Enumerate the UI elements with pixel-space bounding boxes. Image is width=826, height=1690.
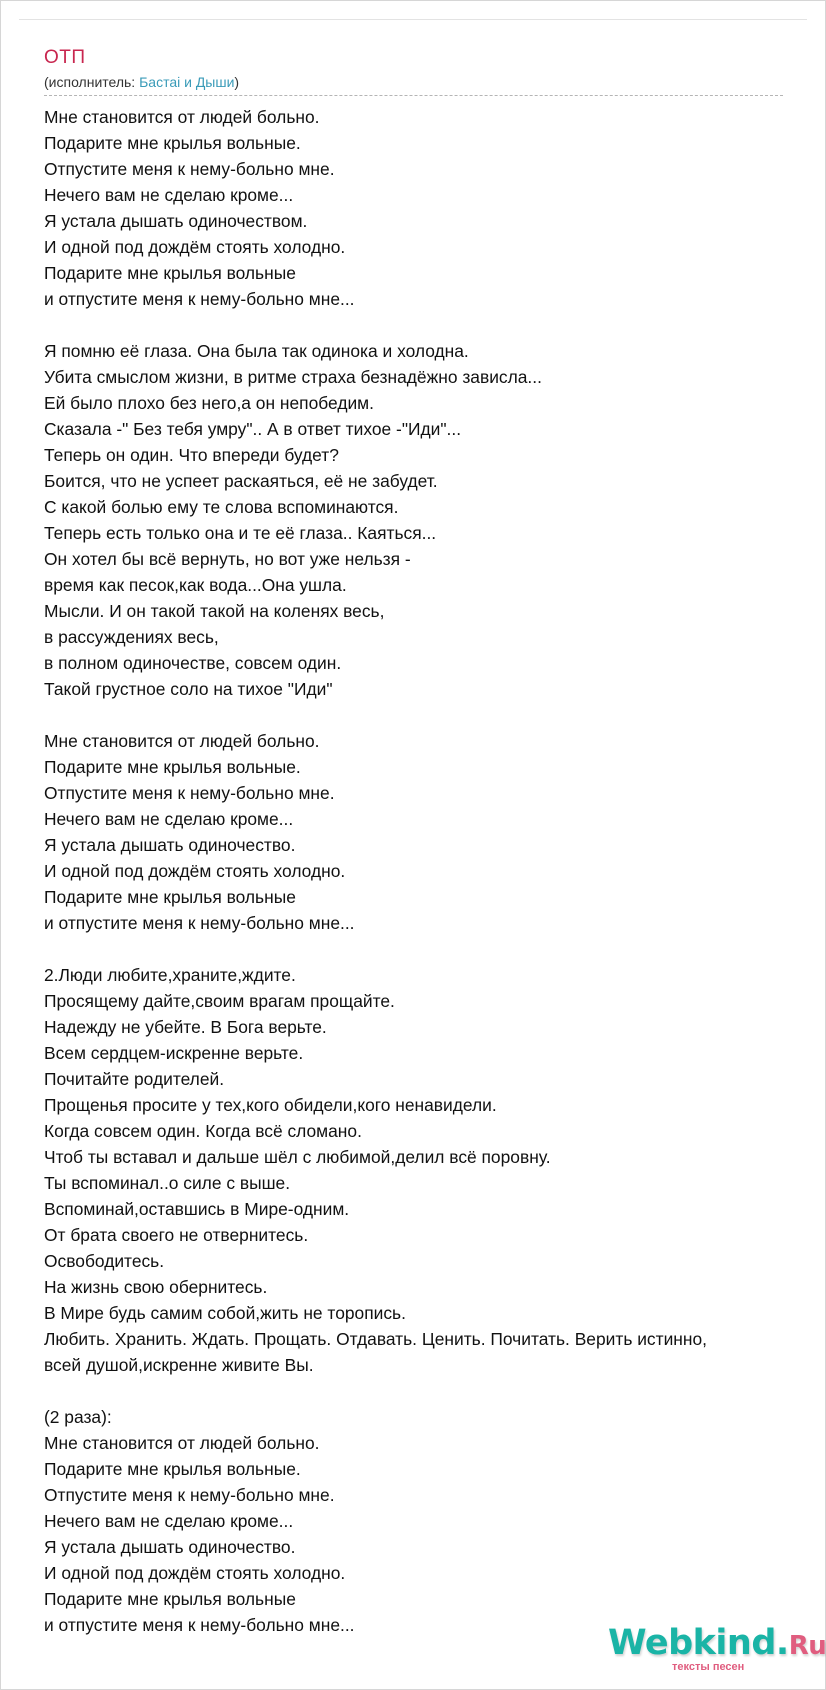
lyric-line: Ей было плохо без него,а он непобедим. — [44, 393, 374, 413]
lyric-line: Мне становится от людей больно. — [44, 107, 320, 127]
lyric-line: Подарите мне крылья вольные. — [44, 757, 301, 777]
lyric-line: Он хотел бы всё вернуть, но вот уже нельзя - — [44, 549, 411, 569]
lyric-line: Любить. Хранить. Ждать. Прощать. Отдавать. Ценить. Почитать. Верить истинно, — [44, 1329, 708, 1349]
lyric-line: Подарите мне крылья вольные — [44, 1589, 296, 1609]
lyric-line: Отпустите меня к нему-больно мне. — [44, 159, 335, 179]
lyric-line: И одной под дождём стоять холодно. — [44, 1563, 346, 1583]
lyric-line: и отпустите меня к нему-больно мне... — [44, 1615, 355, 1635]
lyric-line: время как песок,как вода...Она ушла. — [44, 575, 347, 595]
lyric-line: Нечего вам не сделаю кроме... — [44, 185, 294, 205]
lyric-line: всей душой,искренне живите Вы. — [44, 1355, 314, 1375]
lyric-line: Отпустите меня к нему-больно мне. — [44, 1485, 335, 1505]
artist-link[interactable]: Бастаі и Дыши — [139, 74, 235, 90]
artist-line — [44, 74, 239, 90]
lyrics-text — [44, 104, 826, 1638]
lyric-line: Ты вспоминал..о силе с выше. — [44, 1173, 291, 1193]
lyric-line: Я устала дышать одиночество. — [44, 1537, 296, 1557]
lyric-line: Такой грустное соло на тихое "Иди" — [44, 679, 333, 699]
lyric-line: (2 раза): — [44, 1407, 112, 1427]
lyric-line: Подарите мне крылья вольные — [44, 887, 296, 907]
lyric-line: В Мире будь самим собой,жить не торопись. — [44, 1303, 406, 1323]
lyric-line: Прощенья просите у тех,кого обидели,кого ненавидели. — [44, 1095, 497, 1115]
top-frame-line — [19, 19, 807, 20]
lyric-line: Почитайте родителей. — [44, 1069, 225, 1089]
lyric-line: Убита смыслом жизни, в ритме страха безнадёжно зависла... — [44, 367, 542, 387]
lyric-line: Подарите мне крылья вольные — [44, 263, 296, 283]
lyric-line: и отпустите меня к нему-больно мне... — [44, 913, 355, 933]
lyric-line: Я устала дышать одиночество. — [44, 835, 296, 855]
webkind-logo[interactable] — [608, 1623, 826, 1675]
lyric-line: Теперь есть только она и те её глаза.. Каяться... — [44, 523, 437, 543]
lyric-line: Я устала дышать одиночеством. — [44, 211, 308, 231]
lyric-line: Когда совсем один. Когда всё сломано. — [44, 1121, 362, 1141]
artist-suffix: ) — [234, 74, 240, 90]
lyric-line: Мысли. И он такой такой на коленях весь, — [44, 601, 385, 621]
lyric-line: И одной под дождём стоять холодно. — [44, 861, 346, 881]
logo-tld: Ru — [788, 1631, 826, 1661]
lyric-line: Нечего вам не сделаю кроме... — [44, 1511, 294, 1531]
song-title: ОТП — [44, 47, 86, 68]
lyric-line: и отпустите меня к нему-больно мне... — [44, 289, 355, 309]
lyric-line: Мне становится от людей больно. — [44, 731, 320, 751]
lyric-line: 2.Люди любите,храните,ждите. — [44, 965, 296, 985]
lyric-line: Отпустите меня к нему-больно мне. — [44, 783, 335, 803]
logo-wordmark — [608, 1623, 826, 1663]
artist-prefix: (исполнитель: — [44, 74, 140, 90]
lyric-line: Боится, что не успеет раскаяться, её не забудет. — [44, 471, 438, 491]
lyric-line: Подарите мне крылья вольные. — [44, 133, 301, 153]
lyric-line: Мне становится от людей больно. — [44, 1433, 320, 1453]
lyric-line: Я помню её глаза. Она была так одинока и холодна. — [44, 341, 469, 361]
logo-dot: . — [775, 1623, 789, 1663]
lyric-line: С какой болью ему те слова вспоминаются. — [44, 497, 399, 517]
lyric-blank-line — [44, 312, 826, 338]
header-divider — [44, 95, 783, 96]
lyric-line: в полном одиночестве, совсем один. — [44, 653, 342, 673]
lyric-line: Просящему дайте,своим врагам прощайте. — [44, 991, 395, 1011]
lyric-line: в рассуждениях весь, — [44, 627, 219, 647]
lyric-line: Подарите мне крылья вольные. — [44, 1459, 301, 1479]
lyric-line: Всем сердцем-искренне верьте. — [44, 1043, 304, 1063]
lyric-line: Освободитесь. — [44, 1251, 165, 1271]
lyric-blank-line — [44, 1378, 826, 1404]
lyric-line: Вспоминай,оставшись в Мире-одним. — [44, 1199, 350, 1219]
lyric-line: Теперь он один. Что впереди будет? — [44, 445, 339, 465]
lyric-line: Нечего вам не сделаю кроме... — [44, 809, 294, 829]
lyric-line: От брата своего не отвернитесь. — [44, 1225, 309, 1245]
lyric-line: Сказала -" Без тебя умру".. А в ответ тихое -"Иди"... — [44, 419, 462, 439]
lyric-line: И одной под дождём стоять холодно. — [44, 237, 346, 257]
lyric-line: Надежду не убейте. В Бога верьте. — [44, 1017, 327, 1037]
lyric-blank-line — [44, 702, 826, 728]
logo-main-text: Webkind — [608, 1623, 776, 1663]
lyric-blank-line — [44, 936, 826, 962]
lyric-line: Чтоб ты вставал и дальше шёл с любимой,делил всё поровну. — [44, 1147, 551, 1167]
logo-subtitle: тексты песен — [672, 1661, 745, 1673]
lyric-line: На жизнь свою обернитесь. — [44, 1277, 268, 1297]
